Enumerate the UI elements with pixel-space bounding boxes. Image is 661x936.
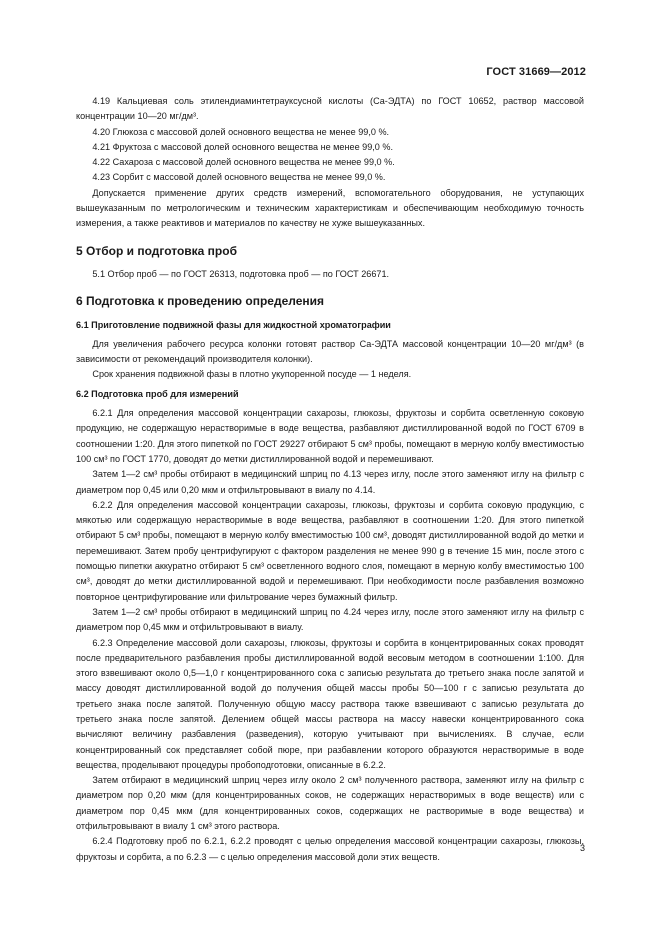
paragraph-4-20: 4.20 Глюкоза с массовой долей основного вещества не менее 99,0 %.	[92, 126, 390, 137]
paragraph-6-1-storage: Срок хранения подвижной фазы в плотно укупоренной посуде — 1 неделя.	[92, 369, 412, 380]
paragraph-4-22: 4.22 Сахароза с массовой долей основного вещества не менее 99,0 %.	[92, 157, 395, 168]
subsection-6-1-title: 6.1 Приготовление подвижной фазы для жидкостной хроматографии	[76, 319, 391, 330]
subsection-6-2-title: 6.2 Подготовка проб для измерений	[76, 388, 239, 399]
paragraph-6-2-2-filter: Затем 1—2 см³ пробы отбирают в медицинский шприц по 4.24 через иглу, после этого заменяют иглу на фильтр с диаметром пор 0,45 мкм и отфильтровывают в виалу.	[76, 606, 584, 633]
paragraph-4-23: 4.23 Сорбит с массовой долей основного вещества не менее 99,0 %.	[92, 172, 386, 183]
paragraph-6-2-3-filter: Затем отбирают в медицинский шприц через иглу около 2 см³ полученного раствора, заменяют иглу на фильтр с диаметром пор 0,20 мкм (для концентрированных соков, не содержащих нерастворимых в воде веществ) или с диаметром пор 0,45 мкм (для концентрированных соков, содержащих не растворимые в воде вещества) и отфильтровывают в виалу 1 см³ этого раствора.	[76, 775, 584, 832]
paragraph-6-2-1-filter: Затем 1—2 см³ пробы отбирают в медицинский шприц по 4.13 через иглу, после этого заменяют иглу на фильтр с диаметром пор 0,45 или 0,20 мкм и отфильтровывают в виалу по 4.14.	[76, 469, 584, 495]
page-number: 3	[579, 843, 585, 853]
paragraph-6-2-1: 6.2.1 Для определения массовой концентрации сахарозы, глюкозы, фруктозы и сорбита осветленную соковую продукцию, не содержащую нерастворимые в воде вещества, разбавляют дистиллированной водой по ГОСТ 6709 в соотношении 1:20. Для этого пипеткой по ГОСТ 29227 отбирают 5 см³ пробы, помещают в мерную колбу вместимостью 100 см³ по ГОСТ 1770, доводят до метки дистиллированной водой и перемешивают.	[76, 408, 584, 464]
paragraph-6-2-2: 6.2.2 Для определения массовой концентрации сахарозы, глюкозы, фруктозы и сорбита соковую продукцию, с мякотью или содержащую нерастворимые в воде вещества, разбавляют в соотношении 1:20. Для этого пипеткой отбирают 5 см³ пробы, помещают в мерную колбу вместимостью 100 см³, доводят дистиллированной водой до метки и перемешивают. Затем пробу центрифугируют с фактором разделения не менее 990 g в течение 15 мин, после этого с помощью пипетки аккуратно отбирают 5 см³ осветленного водного слоя, помещают в мерную колбу вместимостью 100 см³, доводят до метки дистиллированной водой и перемешивают. При необходимости после разбавления возможно повторное центрифугирование или фильтрование через бумажный фильтр.	[76, 499, 584, 602]
paragraph-alternatives-note: Допускается применение других средств измерений, вспомогательного оборудования, не уступающих вышеуказанным по метрологическим и техническим характеристикам и обеспечивающим необходимую точность измерения, а также реактивов и материалов по качеству не хуже вышеуказанных.	[76, 187, 584, 229]
paragraph-6-2-3: 6.2.3 Определение массовой доли сахарозы, глюкозы, фруктозы и сорбита в концентрированных соках проводят после предварительного разбавления пробы дистиллированной водой весовым методом в соотношении 1:100. Для этого взвешивают около 0,5—1,0 г концентрированного сока с записью результата до третьего знака после запятой и массу доводят дистиллированной водой до получения общей массы пробы 50—100 г с записью результата до третьего знака после запятой. Полученную общую массу раствора также взвешивают с записью результата до третьего знака после запятой. Делением общей массы раствора на массу навески концентрированного сока вычисляют величину разбавления (разведения), которую учитывают при вычислениях. В случае, если концентрированный сок представляет собой пюре, при разбавлении которого образуются нерастворимые в воде вещества, проделывают процедуры пробоподготовки, описанные в 6.2.2.	[76, 637, 584, 770]
paragraph-4-21: 4.21 Фруктоза с массовой долей основного вещества не менее 99,0 %.	[92, 141, 393, 152]
page-content	[76, 94, 584, 865]
paragraph-6-1-mobile-phase: Для увеличения рабочего ресурса колонки готовят раствор Са-ЭДТА массовой концентрации 10—20 мг/дм³ (в зависимости от рекомендаций производителя колонки).	[76, 338, 584, 365]
paragraph-6-2-4: 6.2.4 Подготовку проб по 6.2.1, 6.2.2 проводят с целью определения массовой концентрации сахарозы, глюкозы, фруктозы и сорбита, а по 6.2.3 — с целью определения массовой доли этих веществ.	[76, 836, 584, 862]
section-6-title: 6 Подготовка к проведению определения	[76, 294, 325, 309]
paragraph-5-1: 5.1 Отбор проб — по ГОСТ 26313, подготовка проб — по ГОСТ 26671.	[92, 268, 390, 279]
document-number-header: ГОСТ 31669—2012	[486, 66, 586, 78]
paragraph-4-19: 4.19 Кальциевая соль этилендиаминтетрауксусной кислоты (Са-ЭДТА) по ГОСТ 10652, раствор массовой концентрации 10—20 мг/дм³.	[76, 96, 584, 122]
section-5-title: 5 Отбор и подготовка проб	[76, 243, 238, 258]
